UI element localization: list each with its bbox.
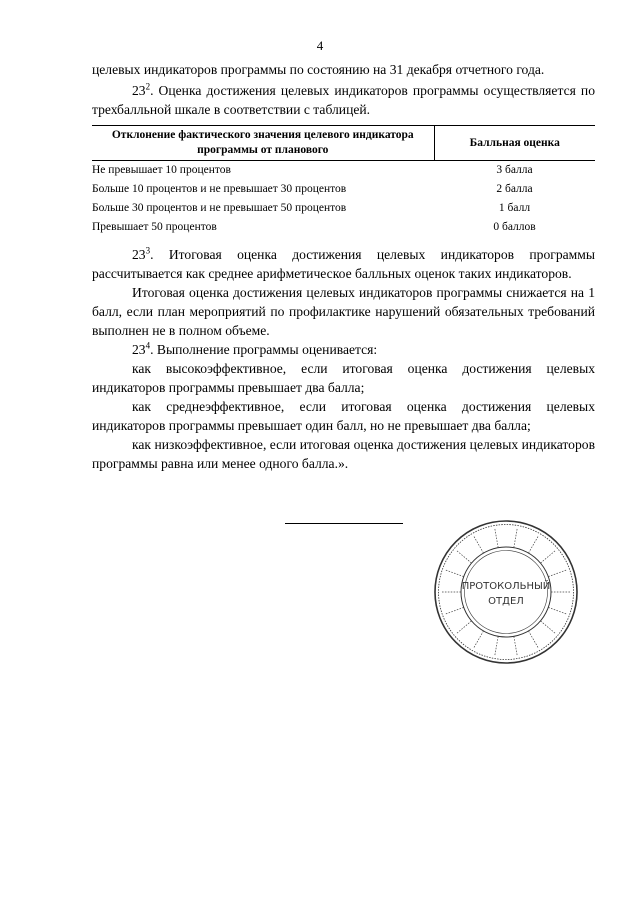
- clause-number: 23: [132, 247, 146, 262]
- paragraph-23-2: [92, 81, 595, 119]
- table-header-score: Балльная оценка: [434, 126, 595, 161]
- paragraph-continuation: целевых индикаторов программы по состоянию на 31 декабря отчетного года.: [92, 62, 545, 77]
- table-row: [92, 180, 595, 199]
- table-cell-deviation: Больше 10 процентов и не превышает 30 процентов: [92, 183, 347, 195]
- table-cell-score: 0 баллов: [493, 221, 536, 233]
- clause-text: . Итоговая оценка достижения целевых индикаторов программы рассчитывается как среднее арифметическое балльных оценок таких индикаторов.: [92, 247, 595, 281]
- table-cell-deviation: Больше 30 процентов и не превышает 50 процентов: [92, 202, 347, 214]
- paragraph-medium-efficiency: как среднеэффективное, если итоговая оценка достижения целевых индикаторов программы превышает один балл, но не превышает два балла;: [92, 399, 595, 433]
- stamp-text-line2: ОТДЕЛ: [488, 596, 524, 607]
- table-cell-deviation: Не превышает 10 процентов: [92, 164, 231, 176]
- clause-text: . Оценка достижения целевых индикаторов программы осуществляется по трехбалльной шкале в соответствии с таблицей.: [92, 83, 595, 117]
- table-header-row: [92, 126, 595, 161]
- paragraph-score-reduction: Итоговая оценка достижения целевых индикаторов программы снижается на 1 балл, если план мероприятий по профилактике нарушений обязательных требований выполнен не в полном объеме.: [92, 285, 595, 338]
- signature-line: [285, 523, 403, 524]
- paragraph-23-4: [92, 340, 595, 359]
- paragraph-low-efficiency: как низкоэффективное, если итоговая оценка достижения целевых индикаторов программы равна или менее одного балла.».: [92, 437, 595, 471]
- table-cell-score: 3 балла: [496, 164, 533, 176]
- clause-superscript: 3: [145, 245, 151, 256]
- document-body: [92, 60, 595, 473]
- stamp-rings: [435, 521, 577, 663]
- table-row: [92, 218, 595, 237]
- table-row: [92, 161, 595, 181]
- paragraph-high-efficiency: как высокоэффективное, если итоговая оценка достижения целевых индикаторов программы превышает два балла;: [92, 361, 595, 395]
- clause-superscript: 2: [145, 81, 151, 92]
- table-cell-score: 2 балла: [496, 183, 533, 195]
- page-number: 4: [316, 38, 324, 53]
- paragraph-23-3: [92, 245, 595, 283]
- table-header-deviation: Отклонение фактического значения целевого индикатора программы от планового: [92, 126, 434, 161]
- scoring-table: [92, 125, 595, 237]
- clause-number: 23: [132, 83, 146, 98]
- stamp-text-line1: ПРОТОКОЛЬНЫЙ: [461, 581, 551, 592]
- clause-text: . Выполнение программы оценивается:: [150, 342, 378, 357]
- table-cell-score: 1 балл: [498, 202, 531, 214]
- clause-superscript: 4: [145, 340, 151, 351]
- table-cell-deviation: Превышает 50 процентов: [92, 221, 217, 233]
- table-row: [92, 199, 595, 218]
- clause-number: 23: [132, 342, 146, 357]
- official-stamp: [432, 518, 580, 666]
